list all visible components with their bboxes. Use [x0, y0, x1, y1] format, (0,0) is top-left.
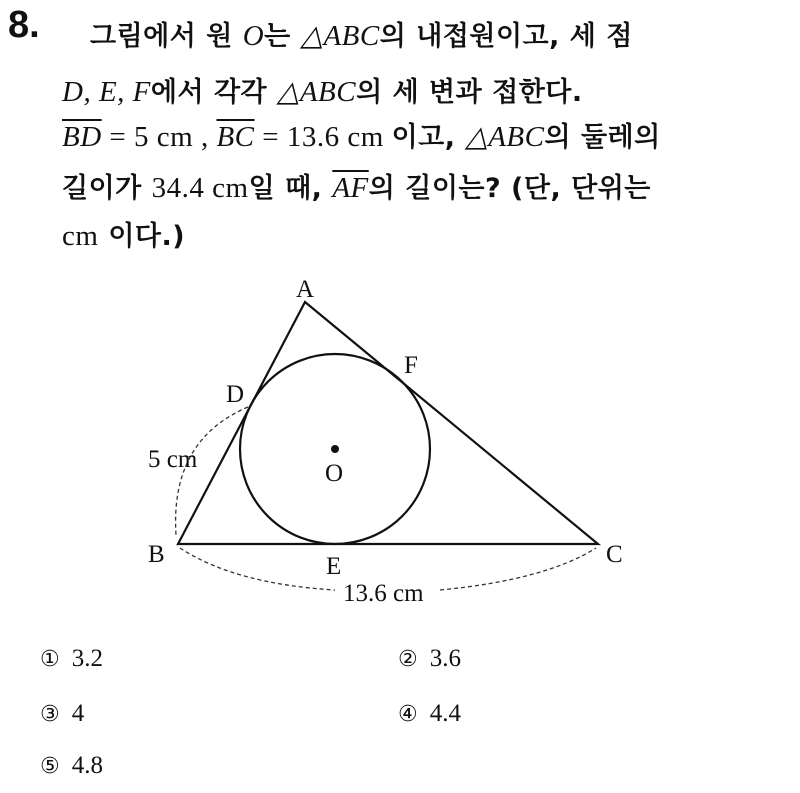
- choice-mark: ①: [40, 647, 60, 672]
- text: 이다.): [98, 221, 186, 252]
- text: 의 길이는? (단, 단위는: [368, 173, 651, 204]
- choice-5[interactable]: [40, 752, 103, 780]
- choice-mark: ⑤: [40, 754, 60, 779]
- circle-name: O: [242, 20, 265, 52]
- choice-4[interactable]: [398, 700, 461, 728]
- segment-bc: $\overline{BC}$: [216, 121, 255, 153]
- triangle-symbol: △ABC: [277, 76, 357, 108]
- choice-mark: ④: [398, 702, 418, 727]
- point-d-label: D: [226, 381, 245, 408]
- choice-value: 4.8: [71, 752, 103, 779]
- choice-mark: ②: [398, 647, 418, 672]
- choice-mark: ③: [40, 702, 60, 727]
- choice-2[interactable]: [398, 645, 461, 673]
- vertex-c-label: C: [606, 541, 623, 568]
- segment-af: $\overline{AF}$: [332, 172, 369, 204]
- text: 의 둘레의: [544, 122, 661, 153]
- text: 길이가: [62, 173, 152, 204]
- text: 는: [264, 21, 301, 52]
- question-number: 8.: [8, 4, 40, 46]
- point-e-label: E: [326, 553, 342, 580]
- bd-length-label: 5 cm: [148, 446, 198, 473]
- vertex-b-label: B: [148, 541, 165, 568]
- segment-bd: $\overline{BD}$: [62, 121, 102, 153]
- choice-1[interactable]: [40, 645, 103, 673]
- triangle-abc: [178, 302, 598, 544]
- bc-length-label: 13.6 cm: [343, 580, 424, 607]
- center-dot: [331, 445, 339, 453]
- bc-dimension-arc-left: [180, 548, 335, 590]
- tangent-points: D, E, F: [62, 76, 151, 108]
- triangle-symbol: △ABC: [465, 121, 545, 153]
- text: 그림에서 원: [90, 21, 243, 52]
- unit: cm: [62, 220, 99, 252]
- triangle-symbol: △ABC: [300, 20, 380, 52]
- choice-value: 4: [71, 700, 85, 727]
- bd-value: = 5 cm ,: [101, 121, 217, 153]
- text: 이고,: [391, 122, 466, 153]
- point-f-label: F: [404, 352, 418, 379]
- perimeter-value: 34.4 cm: [151, 172, 249, 204]
- choice-3[interactable]: [40, 700, 84, 728]
- choice-value: 3.6: [429, 645, 461, 672]
- bc-dimension-arc-right: [440, 548, 596, 590]
- text: 일 때,: [248, 173, 333, 204]
- choice-value: 4.4: [429, 700, 461, 727]
- text: 의 세 변과 접한다.: [356, 77, 583, 108]
- bc-value: = 13.6 cm: [254, 121, 392, 153]
- vertex-a-label: A: [296, 276, 315, 303]
- text: 에서 각각: [150, 77, 278, 108]
- choice-value: 3.2: [71, 645, 103, 672]
- text: 의 내접원이고, 세 점: [379, 21, 633, 52]
- center-o-label: O: [325, 460, 344, 487]
